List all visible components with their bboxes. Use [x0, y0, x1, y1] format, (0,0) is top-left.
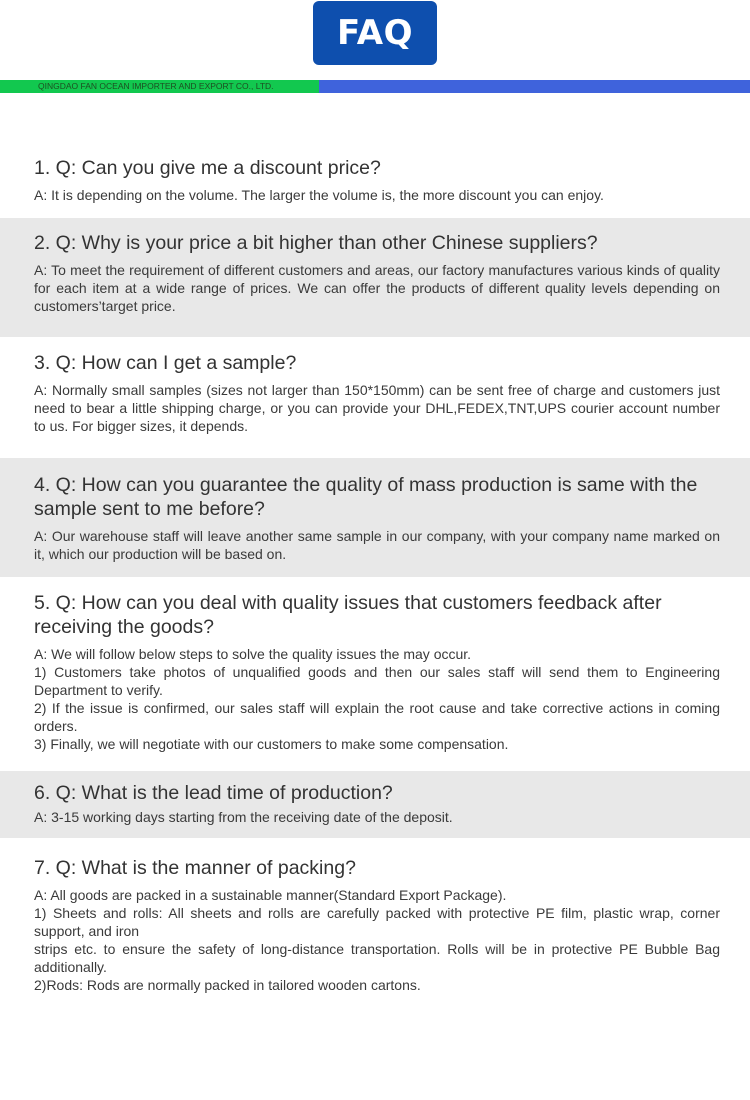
faq-answer: [34, 261, 720, 315]
answer-line: A: To meet the requirement of different customers and areas, our factory manufactures various kinds of quality for each item at a wide range of prices. We can offer the products of different quality levels depending on customers’target price.: [34, 262, 720, 314]
faq-question: 7. Q: What is the manner of packing?: [34, 857, 356, 879]
faq-item-7: [0, 856, 750, 994]
faq-answer: [34, 886, 720, 994]
faq-answer: [34, 808, 720, 826]
answer-line: A: Normally small samples (sizes not larger than 150*150mm) can be sent free of charge and customers just need to bear a little shipping charge, or you can provide your DHL,FEDEX,TNT,UPS courier account number to us. For bigger sizes, it depends.: [34, 382, 720, 434]
answer-line: A: All goods are packed in a sustainable manner(Standard Export Package).: [34, 887, 507, 903]
faq-question: 2. Q: Why is your price a bit higher than other Chinese suppliers?: [34, 232, 598, 254]
faq-item-2: [0, 218, 750, 337]
faq-question: 4. Q: How can you guarantee the quality of mass production is same with the sample sent to me before?: [34, 474, 698, 520]
answer-line: 2)Rods: Rods are normally packed in tailored wooden cartons.: [34, 977, 421, 993]
faq-item-1: [0, 156, 750, 204]
faq-question: 3. Q: How can I get a sample?: [34, 352, 297, 374]
faq-answer: [34, 381, 720, 435]
answer-line: 1) Sheets and rolls: All sheets and rolls are carefully packed with protective PE film, plastic wrap, corner support, and iron: [34, 905, 720, 939]
faq-item-4: [0, 458, 750, 577]
faq-item-3: [0, 351, 750, 435]
faq-question: 6. Q: What is the lead time of production?: [34, 782, 393, 804]
faq-answer: [34, 645, 720, 753]
answer-line: strips etc. to ensure the safety of long-distance transportation. Rolls will be in protective PE Bubble Bag additionally.: [34, 941, 720, 975]
answer-line: 2) If the issue is confirmed, our sales staff will explain the root cause and take corrective actions in coming orders.: [34, 700, 720, 734]
faq-question: 1. Q: Can you give me a discount price?: [34, 157, 381, 179]
faq-question: 5. Q: How can you deal with quality issues that customers feedback after receiving the goods?: [34, 592, 662, 638]
faq-badge: FAQ: [313, 1, 437, 65]
answer-line: 3) Finally, we will negotiate with our customers to make some compensation.: [34, 736, 509, 752]
company-banner: [0, 80, 319, 93]
banner-stripe: [319, 80, 750, 93]
company-name: QINGDAO FAN OCEAN IMPORTER AND EXPORT CO., LTD.: [38, 81, 274, 91]
answer-line: A: It is depending on the volume. The larger the volume is, the more discount you can enjoy.: [34, 187, 604, 203]
answer-line: A: 3-15 working days starting from the receiving date of the deposit.: [34, 809, 453, 825]
faq-answer: [34, 527, 720, 563]
faq-item-6: [0, 771, 750, 838]
answer-line: A: Our warehouse staff will leave another same sample in our company, with your company name marked on it, which our production will be based on.: [34, 528, 720, 562]
answer-line: 1) Customers take photos of unqualified goods and then our sales staff will send them to Engineering Department to verify.: [34, 664, 720, 698]
answer-line: A: We will follow below steps to solve the quality issues the may occur.: [34, 646, 472, 662]
faq-item-5: [0, 591, 750, 753]
faq-answer: [34, 186, 720, 204]
